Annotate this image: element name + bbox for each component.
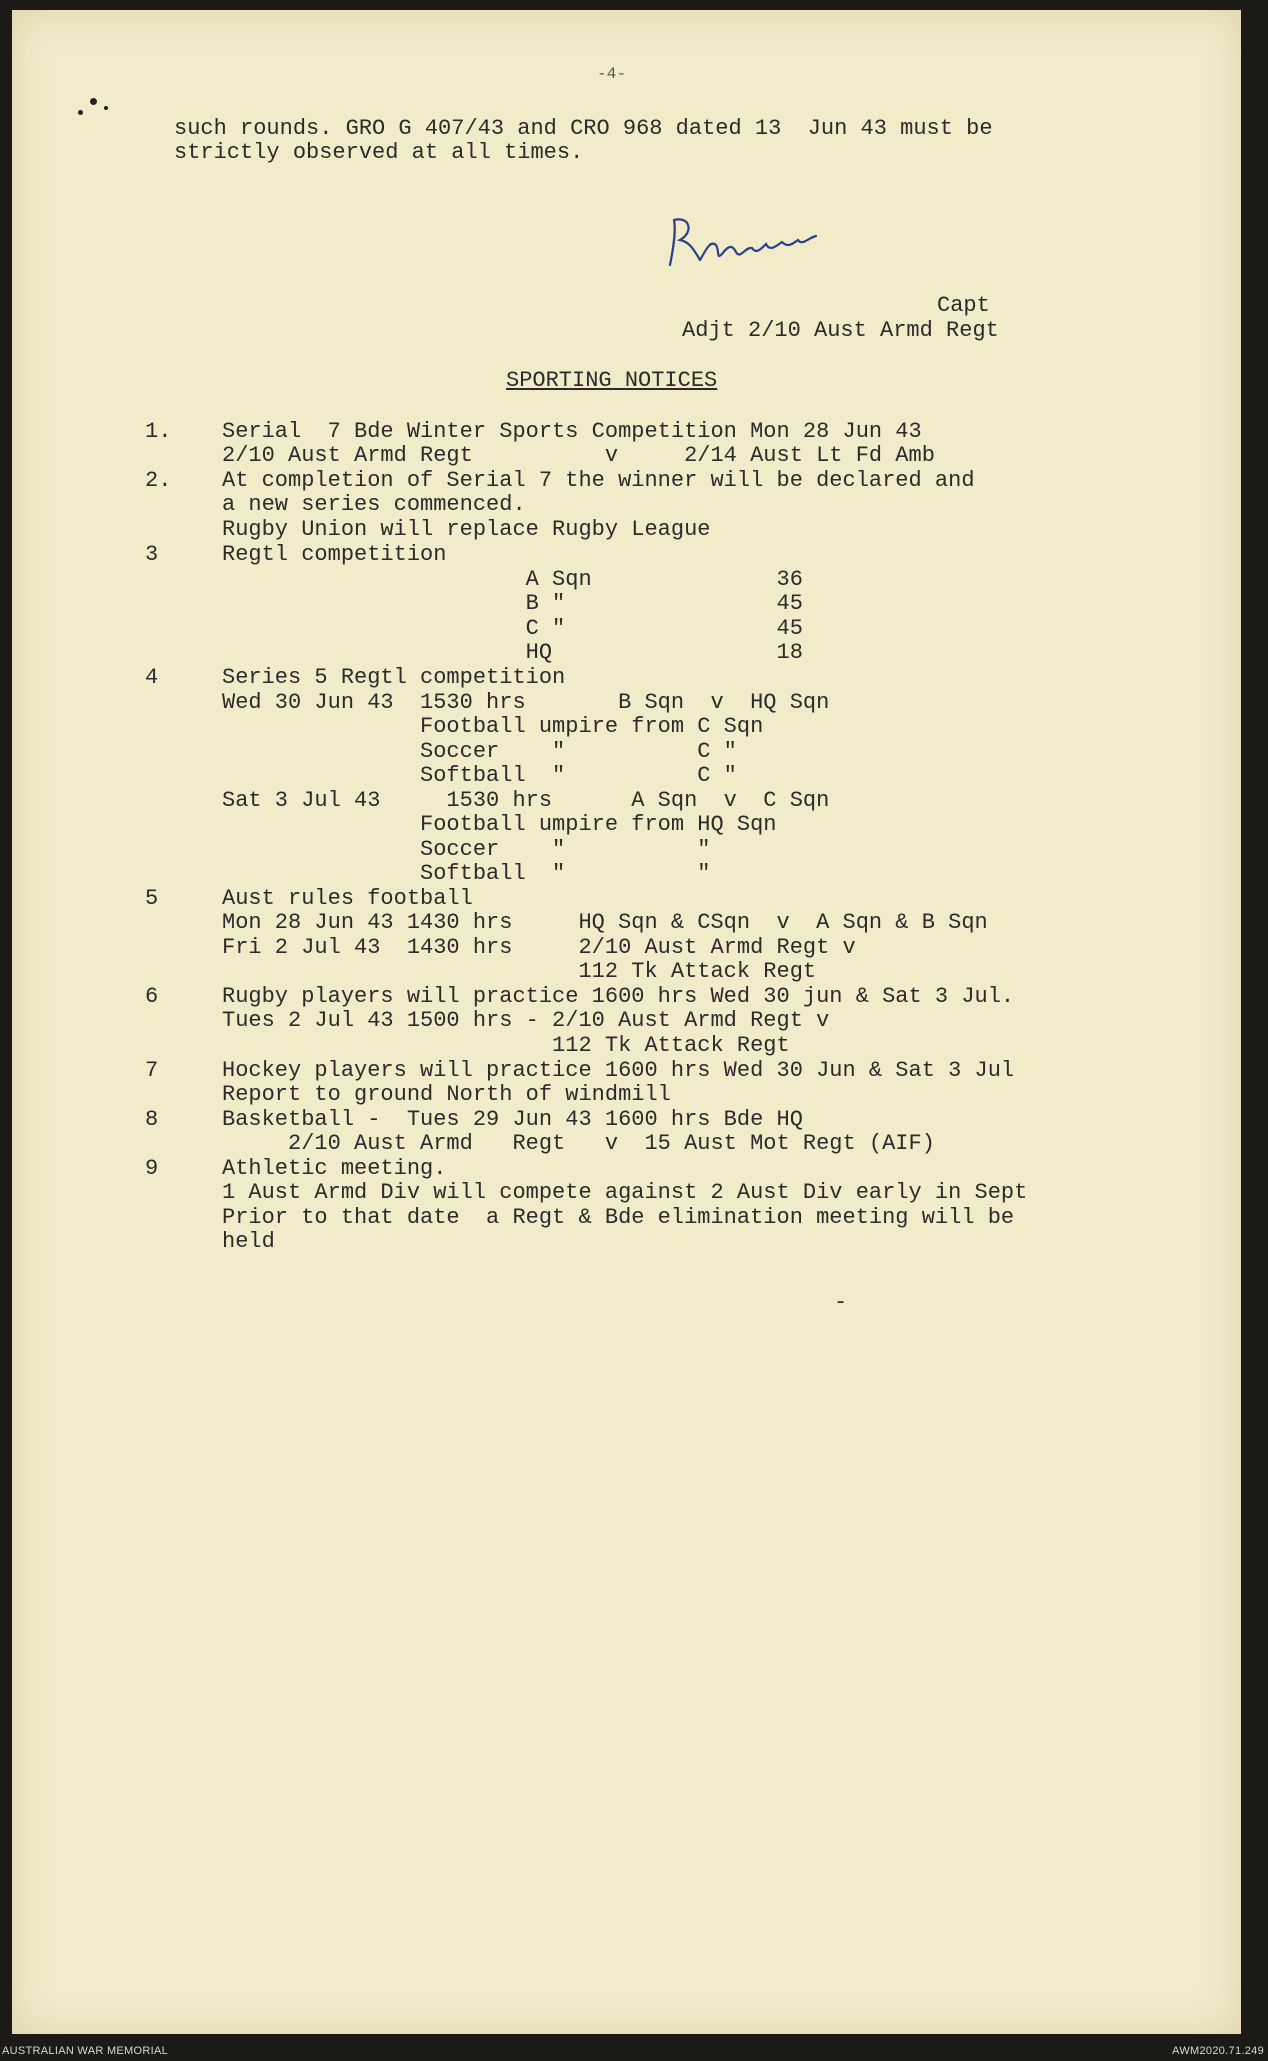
ink-speck [78,110,83,115]
item-number: 9 [145,1156,159,1181]
opening-line-1: such rounds. GRO G 407/43 and CRO 968 dated 13 Jun 43 must be [174,116,993,141]
item-3-line-1: Regtl competition [222,542,447,567]
signatory-rank: Capt [937,293,990,318]
item-2-line-3: Rugby Union will replace Rugby League [222,517,711,542]
item-6-line-1: Rugby players will practice 1600 hrs Wed 30 jun & Sat 3 Jul. [222,984,1015,1009]
item-9-line-2: 1 Aust Armd Div will compete against 2 Aust Div early in Sept [222,1180,1028,1205]
item-6-line-2: Tues 2 Jul 43 1500 hrs - 2/10 Aust Armd Regt v [222,1008,830,1033]
item-number: 7 [145,1058,159,1083]
item-4-line-6: Sat 3 Jul 43 1530 hrs A Sqn v C Sqn [222,788,830,813]
handwritten-signature [660,210,860,280]
item-4-line-9: Softball " " [222,861,711,886]
item-9-line-4: held [222,1229,275,1254]
item-9-line-3: Prior to that date a Regt & Bde elimination meeting will be [222,1205,1015,1230]
item-8-line-1: Basketball - Tues 29 Jun 43 1600 hrs Bde HQ [222,1107,803,1132]
item-5-line-1: Aust rules football [222,886,473,911]
item-5-line-3: Fri 2 Jul 43 1430 hrs 2/10 Aust Armd Regt v [222,935,856,960]
document-page [12,10,1241,2034]
page-number: -4- [597,65,627,83]
item-number: 3 [145,542,159,567]
trailing-mark: - [834,1290,848,1315]
item-7-line-2: Report to ground North of windmill [222,1082,671,1107]
opening-line-2: strictly observed at all times. [174,140,584,165]
score-row-hq: HQ 18 [222,640,803,665]
item-4-line-7: Football umpire from HQ Sqn [222,812,777,837]
item-5-line-4: 112 Tk Attack Regt [222,959,817,984]
score-row-a: A Sqn 36 [222,567,803,592]
item-2-line-1: At completion of Serial 7 the winner will be declared and [222,468,975,493]
item-number: 1. [145,419,172,444]
item-8-line-2: 2/10 Aust Armd Regt v 15 Aust Mot Regt (AIF) [222,1131,935,1156]
item-4-line-1: Series 5 Regtl competition [222,665,566,690]
ink-speck [90,98,97,105]
item-6-line-3: 112 Tk Attack Regt [222,1033,790,1058]
item-4-line-8: Soccer " " [222,837,711,862]
item-4-line-3: Football umpire from C Sqn [222,714,764,739]
footer-collection: AUSTRALIAN WAR MEMORIAL [2,2045,169,2057]
notices-heading: SPORTING NOTICES [506,368,718,393]
item-7-line-1: Hockey players will practice 1600 hrs Wed 30 Jun & Sat 3 Jul [222,1058,1015,1083]
footer-accession-number: AWM2020.71.249 [1172,2045,1264,2057]
item-9-line-1: Athletic meeting. [222,1156,447,1181]
item-1-line-2: 2/10 Aust Armd Regt v 2/14 Aust Lt Fd Amb [222,443,935,468]
item-number: 4 [145,665,159,690]
item-4-line-4: Soccer " C " [222,739,737,764]
item-number: 5 [145,886,159,911]
item-1-line-1: Serial 7 Bde Winter Sports Competition Mon 28 Jun 43 [222,419,922,444]
item-number: 8 [145,1107,159,1132]
ink-speck [104,106,108,110]
item-4-line-5: Softball " C " [222,763,737,788]
score-row-c: C " 45 [222,616,803,641]
item-2-line-2: a new series commenced. [222,492,526,517]
score-row-b: B " 45 [222,591,803,616]
item-number: 6 [145,984,159,1009]
item-5-line-2: Mon 28 Jun 43 1430 hrs HQ Sqn & CSqn v A Sqn & B Sqn [222,910,988,935]
signatory-appointment: Adjt 2/10 Aust Armd Regt [682,318,999,343]
item-number: 2. [145,468,172,493]
item-4-line-2: Wed 30 Jun 43 1530 hrs B Sqn v HQ Sqn [222,690,830,715]
